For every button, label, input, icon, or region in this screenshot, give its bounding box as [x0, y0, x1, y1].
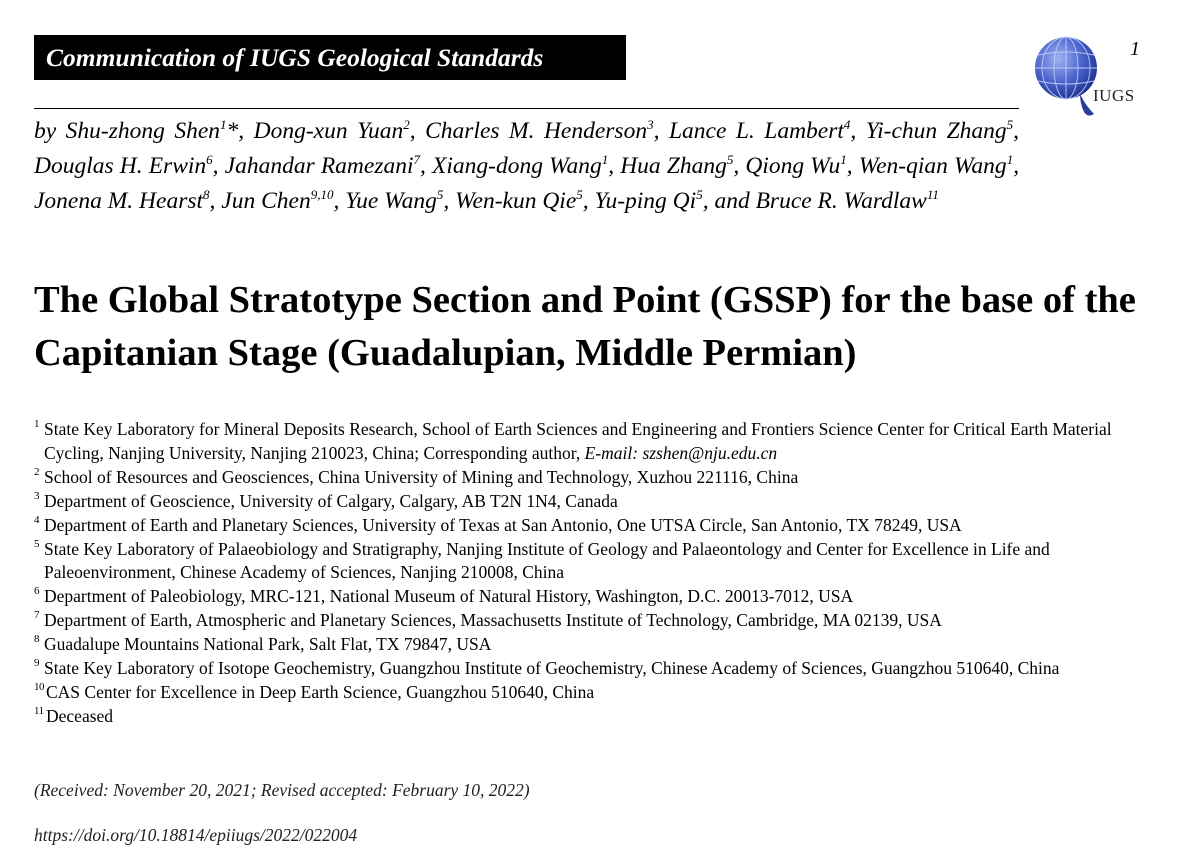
author-affiliation-number: 2	[403, 117, 410, 132]
author-name: Douglas H. Erwin	[34, 153, 207, 179]
author-separator: ,	[733, 153, 746, 179]
affiliation-item	[34, 681, 1164, 705]
author-affiliation-number: 5	[726, 152, 734, 167]
author-affiliation-number: 1	[1006, 152, 1014, 167]
author-separator: ,	[443, 188, 456, 214]
author-affiliation-number: 9,10	[310, 187, 334, 202]
affiliation-text: Deceased	[46, 705, 114, 726]
author-affiliation-number: 6	[206, 152, 213, 167]
iugs-logo-text: IUGS	[1093, 86, 1135, 105]
affiliation-number: 4	[34, 513, 40, 526]
journal-banner: Communication of IUGS Geological Standards	[34, 35, 626, 80]
affiliation-item	[34, 538, 1164, 586]
author-entry	[866, 118, 1019, 144]
affiliation-text: School of Resources and Geosciences, China University of Mining and Technology, Xuzhou 221116, China	[44, 466, 799, 487]
author-entry	[595, 188, 715, 214]
author-affiliation-number: 5	[1006, 117, 1014, 132]
author-affiliation-number: 4	[843, 117, 851, 132]
author-separator: *,	[226, 118, 254, 144]
affiliation-text: Department of Geoscience, University of Calgary, Calgary, AB T2N 1N4, Canada	[44, 490, 618, 511]
author-name: Charles M. Henderson	[425, 118, 648, 144]
affiliation-item	[34, 490, 1164, 514]
author-affiliation-number: 1	[840, 152, 847, 167]
author-name: Yue Wang	[345, 188, 437, 214]
author-entry	[620, 153, 745, 179]
author-affiliation-number: 8	[203, 187, 210, 202]
author-name: Yu-ping Qi	[594, 188, 697, 214]
affiliation-text: Guadalupe Mountains National Park, Salt Flat, TX 79847, USA	[44, 634, 492, 655]
affiliation-text: Department of Earth and Planetary Sciences, University of Texas at San Antonio, One UTSA Circle, San Antonio, TX 78249, USA	[44, 514, 962, 535]
author-entry	[345, 188, 455, 214]
affiliation-text: Department of Earth, Atmospheric and Planetary Sciences, Massachusetts Institute of Technology, Cambridge, MA 02139, USA	[44, 610, 942, 631]
affiliation-text: CAS Center for Excellence in Deep Earth Science, Guangzhou 510640, China	[46, 681, 595, 702]
affiliation-item	[34, 418, 1164, 466]
author-name: Hua Zhang	[620, 153, 727, 179]
author-name: Xiang-dong Wang	[431, 153, 602, 179]
author-entry	[745, 153, 858, 179]
paper-title: The Global Stratotype Section and Point (GSSP) for the base of the Capitanian Stage (Guadalupian, Middle Permian)	[34, 279, 1136, 374]
affiliation-number: 9	[34, 657, 40, 670]
author-entry	[34, 188, 221, 214]
affiliation-text: Department of Paleobiology, MRC-121, National Museum of Natural History, Washington, D.C. 20013-7012, USA	[44, 586, 854, 607]
author-separator: ,	[420, 153, 432, 179]
affiliation-text: State Key Laboratory of Palaeobiology and Stratigraphy, Nanjing Institute of Geology and Palaeontology and Center for Excellence in Life and Paleoenvironment, Chinese Academy of Sciences, Nanjing 210008, China	[44, 538, 1050, 583]
affiliation-item	[34, 466, 1164, 490]
affiliation-number: 11	[34, 704, 44, 717]
affiliation-text: State Key Laboratory of Isotope Geochemistry, Guangzhou Institute of Geochemistry, Chinese Academy of Sciences, Guangzhou 510640, China	[44, 658, 1060, 679]
author-affiliation-number: 3	[647, 117, 654, 132]
author-name: Qiong Wu	[745, 153, 841, 179]
author-separator: ,	[702, 188, 715, 214]
affiliation-number: 8	[34, 633, 40, 646]
author-separator: ,	[409, 118, 426, 144]
author-name: Wen-qian Wang	[858, 153, 1007, 179]
author-entry	[254, 118, 425, 144]
affiliation-number: 10	[34, 680, 44, 693]
received-dates: (Received: November 20, 2021; Revised accepted: February 10, 2022)	[34, 780, 530, 800]
author-entry	[225, 153, 432, 179]
author-entry	[221, 188, 345, 214]
affiliation-item	[34, 514, 1164, 538]
author-separator: ,	[333, 188, 346, 214]
affiliation-number: 7	[34, 609, 40, 622]
affiliation-list	[34, 418, 1164, 729]
corresponding-email[interactable]: E-mail: szshen@nju.edu.cn	[584, 442, 778, 463]
author-affiliation-number: 11	[926, 187, 939, 202]
header-rule	[34, 108, 1019, 109]
author-entry	[432, 153, 620, 179]
author-affiliation-number: 5	[576, 187, 583, 202]
author-affiliation-number: 1	[601, 152, 609, 167]
author-name: Jonena M. Hearst	[34, 188, 204, 214]
author-entry	[859, 153, 1019, 179]
author-prefix: by	[34, 118, 66, 144]
affiliation-item	[34, 657, 1164, 681]
author-name: Wen-kun Qie	[455, 188, 577, 214]
author-name: Lance L. Lambert	[668, 118, 844, 144]
author-entry	[34, 118, 254, 144]
author-name: Jun Chen	[221, 188, 311, 214]
author-separator: ,	[1013, 118, 1020, 144]
affiliation-item	[34, 609, 1164, 633]
iugs-globe-logo-icon	[1028, 28, 1146, 128]
author-separator: ,	[653, 118, 669, 144]
author-name: Shu-zhong Shen	[65, 118, 221, 144]
author-name: Dong-xun Yuan	[253, 118, 404, 144]
author-name: Bruce R. Wardlaw	[755, 188, 927, 214]
author-entry	[425, 118, 669, 144]
author-affiliation-number: 5	[696, 187, 703, 202]
author-entry	[714, 188, 938, 214]
affiliation-item	[34, 705, 1164, 729]
affiliation-number: 1	[34, 418, 40, 430]
author-separator: ,	[850, 118, 866, 144]
affiliation-number: 3	[34, 489, 40, 502]
affiliation-number: 2	[34, 465, 40, 478]
page-number: 1	[1130, 38, 1140, 60]
author-separator: ,	[209, 188, 222, 214]
affiliation-item	[34, 633, 1164, 657]
author-affiliation-number: 1	[220, 117, 227, 132]
author-affiliation-number: 5	[436, 187, 444, 202]
author-entry	[455, 188, 594, 214]
affiliation-number: 6	[34, 585, 40, 598]
affiliation-item	[34, 585, 1164, 609]
author-entry	[34, 153, 225, 179]
affiliation-number: 5	[34, 537, 40, 550]
author-separator: ,	[608, 153, 621, 179]
doi-link[interactable]: https://doi.org/10.18814/epiiugs/2022/022004	[34, 825, 358, 845]
author-name: Yi-chun Zhang	[865, 118, 1007, 144]
author-separator: ,	[846, 153, 859, 179]
author-list	[34, 114, 1019, 219]
author-affiliation-number: 7	[413, 152, 420, 167]
author-name: Jahandar Ramezani	[224, 153, 414, 179]
author-separator: ,	[582, 188, 595, 214]
author-separator: ,	[1013, 153, 1020, 179]
affiliation-text: State Key Laboratory for Mineral Deposits Research, School of Earth Sciences and Engineering and Frontiers Science Center for Critical Earth Material Cycling, Nanjing University, Nanjing 210023, China; Corresponding author,	[44, 419, 1112, 463]
author-separator: ,	[212, 153, 225, 179]
author-prefix: and	[714, 188, 756, 214]
author-entry	[669, 118, 866, 144]
